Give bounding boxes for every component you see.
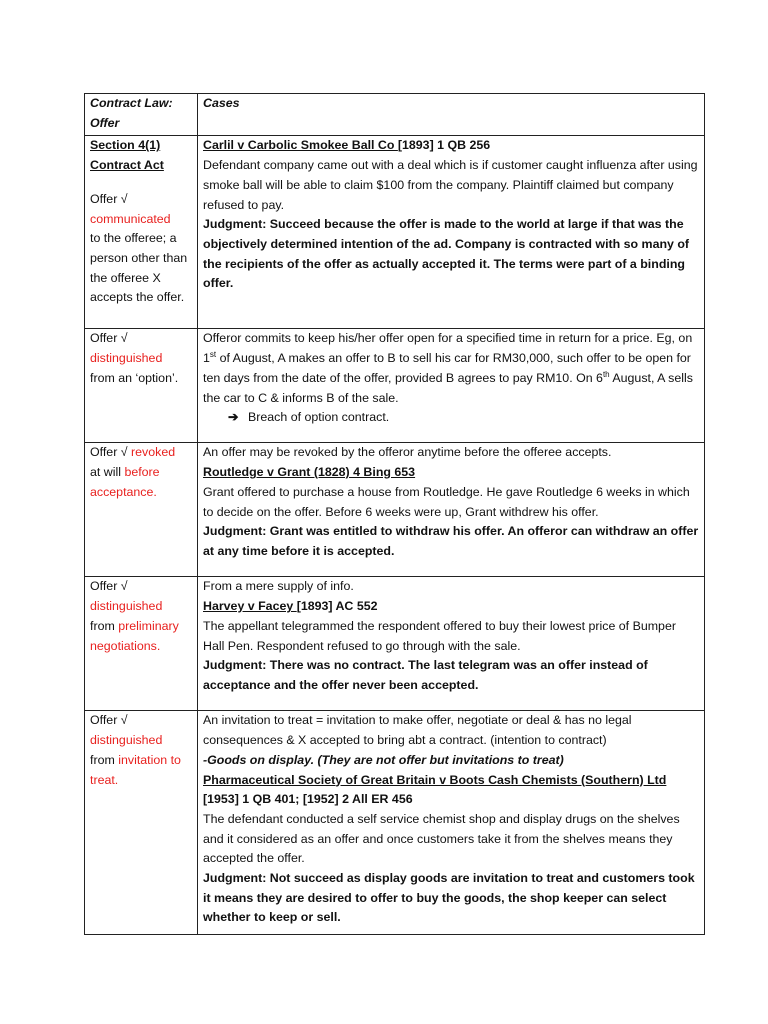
row3-keyword2: before acceptance. xyxy=(90,465,160,499)
row2-offer-label: Offer √ xyxy=(90,331,128,346)
row4-judgment: Judgment: There was no contract. The last telegram was an offer instead of acceptance and the offer never been accepted. xyxy=(203,658,648,692)
row5-keyword2: invitation to treat. xyxy=(90,752,181,787)
row1-cases xyxy=(198,136,705,329)
row4-case-citation: [1893] AC 552 xyxy=(296,599,378,614)
row2-keyword: distinguished xyxy=(90,351,163,366)
row4-keyword: distinguished xyxy=(90,599,163,614)
row1-offer-label: Offer √ xyxy=(90,191,128,206)
row4-offer-label: Offer √ xyxy=(90,579,128,594)
header-col2-label: Cases xyxy=(203,96,240,110)
header-row xyxy=(85,94,705,136)
row2-bullet-text: Breach of option contract. xyxy=(248,410,390,425)
table-row xyxy=(85,136,705,329)
row5-goods-note: -Goods on display. (They are not offer but invitations to treat) xyxy=(203,752,564,767)
row2-option-text: Offeror commits to keep his/her offer open for a specified time in return for a price. Eg, on 1st of August, A makes an offer to B to sell his car for RM30,000, such offer to be open for ten days from the date of the offer, provided B agrees to pay RM10. On 6th August, A sells the car to C & informs B of the sale. xyxy=(203,331,693,405)
row1-judgment: Judgment: Succeed because the offer is made to the world at large if that was the objectively determined intention of the ad. Company is contracted with so many of the recipients of the offer as actually accepted it. The terms were part of a binding offer. xyxy=(203,217,690,291)
row5-case-citation: [1953] 1 QB 401; [1952] 2 All ER 456 xyxy=(203,792,413,807)
row3-keyword: revoked xyxy=(131,445,176,460)
row5-case-name: Pharmaceutical Society of Great Britain v Boots Cash Chemists (Southern) Ltd xyxy=(203,772,667,787)
table-row xyxy=(85,577,705,711)
row3-facts: Grant offered to purchase a house from Routledge. He gave Routledge 6 weeks in which to decide on the offer. Before 6 weeks were up, Grant withdrew his offer. xyxy=(203,484,690,519)
row4-keyword2: preliminary negotiations. xyxy=(90,618,179,653)
row2-cases xyxy=(198,329,705,443)
row1-case-name: Carlil v Carbolic Smokee Ball Co xyxy=(203,138,398,153)
row5-topic xyxy=(85,711,198,935)
header-col2 xyxy=(198,94,705,136)
row4-case-name: Harvey v Facey xyxy=(203,599,297,614)
row4-facts: The appellant telegrammed the respondent offered to buy their lowest price of Bumper Hall Pen. Respondent refused to go through with the sale. xyxy=(203,618,676,653)
row3-case-name: Routledge v Grant (1828) 4 Bing 653 xyxy=(203,465,416,480)
row5-cases xyxy=(198,711,705,935)
row4-intro: From a mere supply of info. xyxy=(203,579,354,594)
row3-topic-text: at will xyxy=(90,465,125,480)
row1-section-title: Section 4(1) xyxy=(90,138,161,153)
row1-facts: Defendant company came out with a deal which is if customer caught influenza after using smoke ball will be able to claim $100 from the company. Plaintiff claimed but company refused to pay. xyxy=(203,158,698,212)
row1-topic xyxy=(85,136,198,329)
row4-topic xyxy=(85,577,198,711)
row5-facts: The defendant conducted a self service chemist shop and display drugs on the shelves and it considered as an offer and once customers take it from the shelves means they accepted the offer. xyxy=(203,811,680,866)
row3-topic xyxy=(85,443,198,577)
row5-offer-label: Offer √ xyxy=(90,713,128,728)
row3-cases xyxy=(198,443,705,577)
row1-case-citation: [1893] 1 QB 256 xyxy=(397,138,491,153)
row3-offer-label: Offer √ xyxy=(90,445,132,460)
table-row xyxy=(85,711,705,935)
contract-law-table xyxy=(84,93,705,935)
row3-intro: An offer may be revoked by the offeror anytime before the offeree accepts. xyxy=(203,445,612,460)
row2-topic-text: from an ‘option’. xyxy=(90,370,179,385)
table-row xyxy=(85,329,705,443)
row2-bullet xyxy=(203,408,699,428)
row5-keyword: distinguished xyxy=(90,733,163,748)
header-col1-line2: Offer xyxy=(90,115,120,130)
arrow-right-icon: ➔ xyxy=(228,410,239,425)
row1-topic-text: to the offeree; a person other than the offeree X accepts the offer. xyxy=(90,231,188,305)
row2-topic xyxy=(85,329,198,443)
row5-intro: An invitation to treat = invitation to make offer, negotiate or deal & has no legal consequences & X accepted to bring abt a contract. (intention to contract) xyxy=(203,713,632,748)
header-col1 xyxy=(85,94,198,136)
row4-topic-text: from xyxy=(90,618,119,633)
row5-topic-text: from xyxy=(90,752,119,767)
document-page xyxy=(84,93,704,935)
row4-cases xyxy=(198,577,705,711)
row1-keyword: communicated xyxy=(90,211,171,226)
header-col1-line1: Contract Law: xyxy=(90,96,173,110)
row1-section-title2: Contract Act xyxy=(90,158,164,173)
row3-judgment: Judgment: Grant was entitled to withdraw his offer. An offeror can withdraw an offer at any time before it is accepted. xyxy=(203,524,699,558)
table-row xyxy=(85,443,705,577)
row5-judgment: Judgment: Not succeed as display goods are invitation to treat and customers took it means they are desired to offer to buy the goods, the shop keeper can select whether to keep or sell. xyxy=(203,871,695,925)
